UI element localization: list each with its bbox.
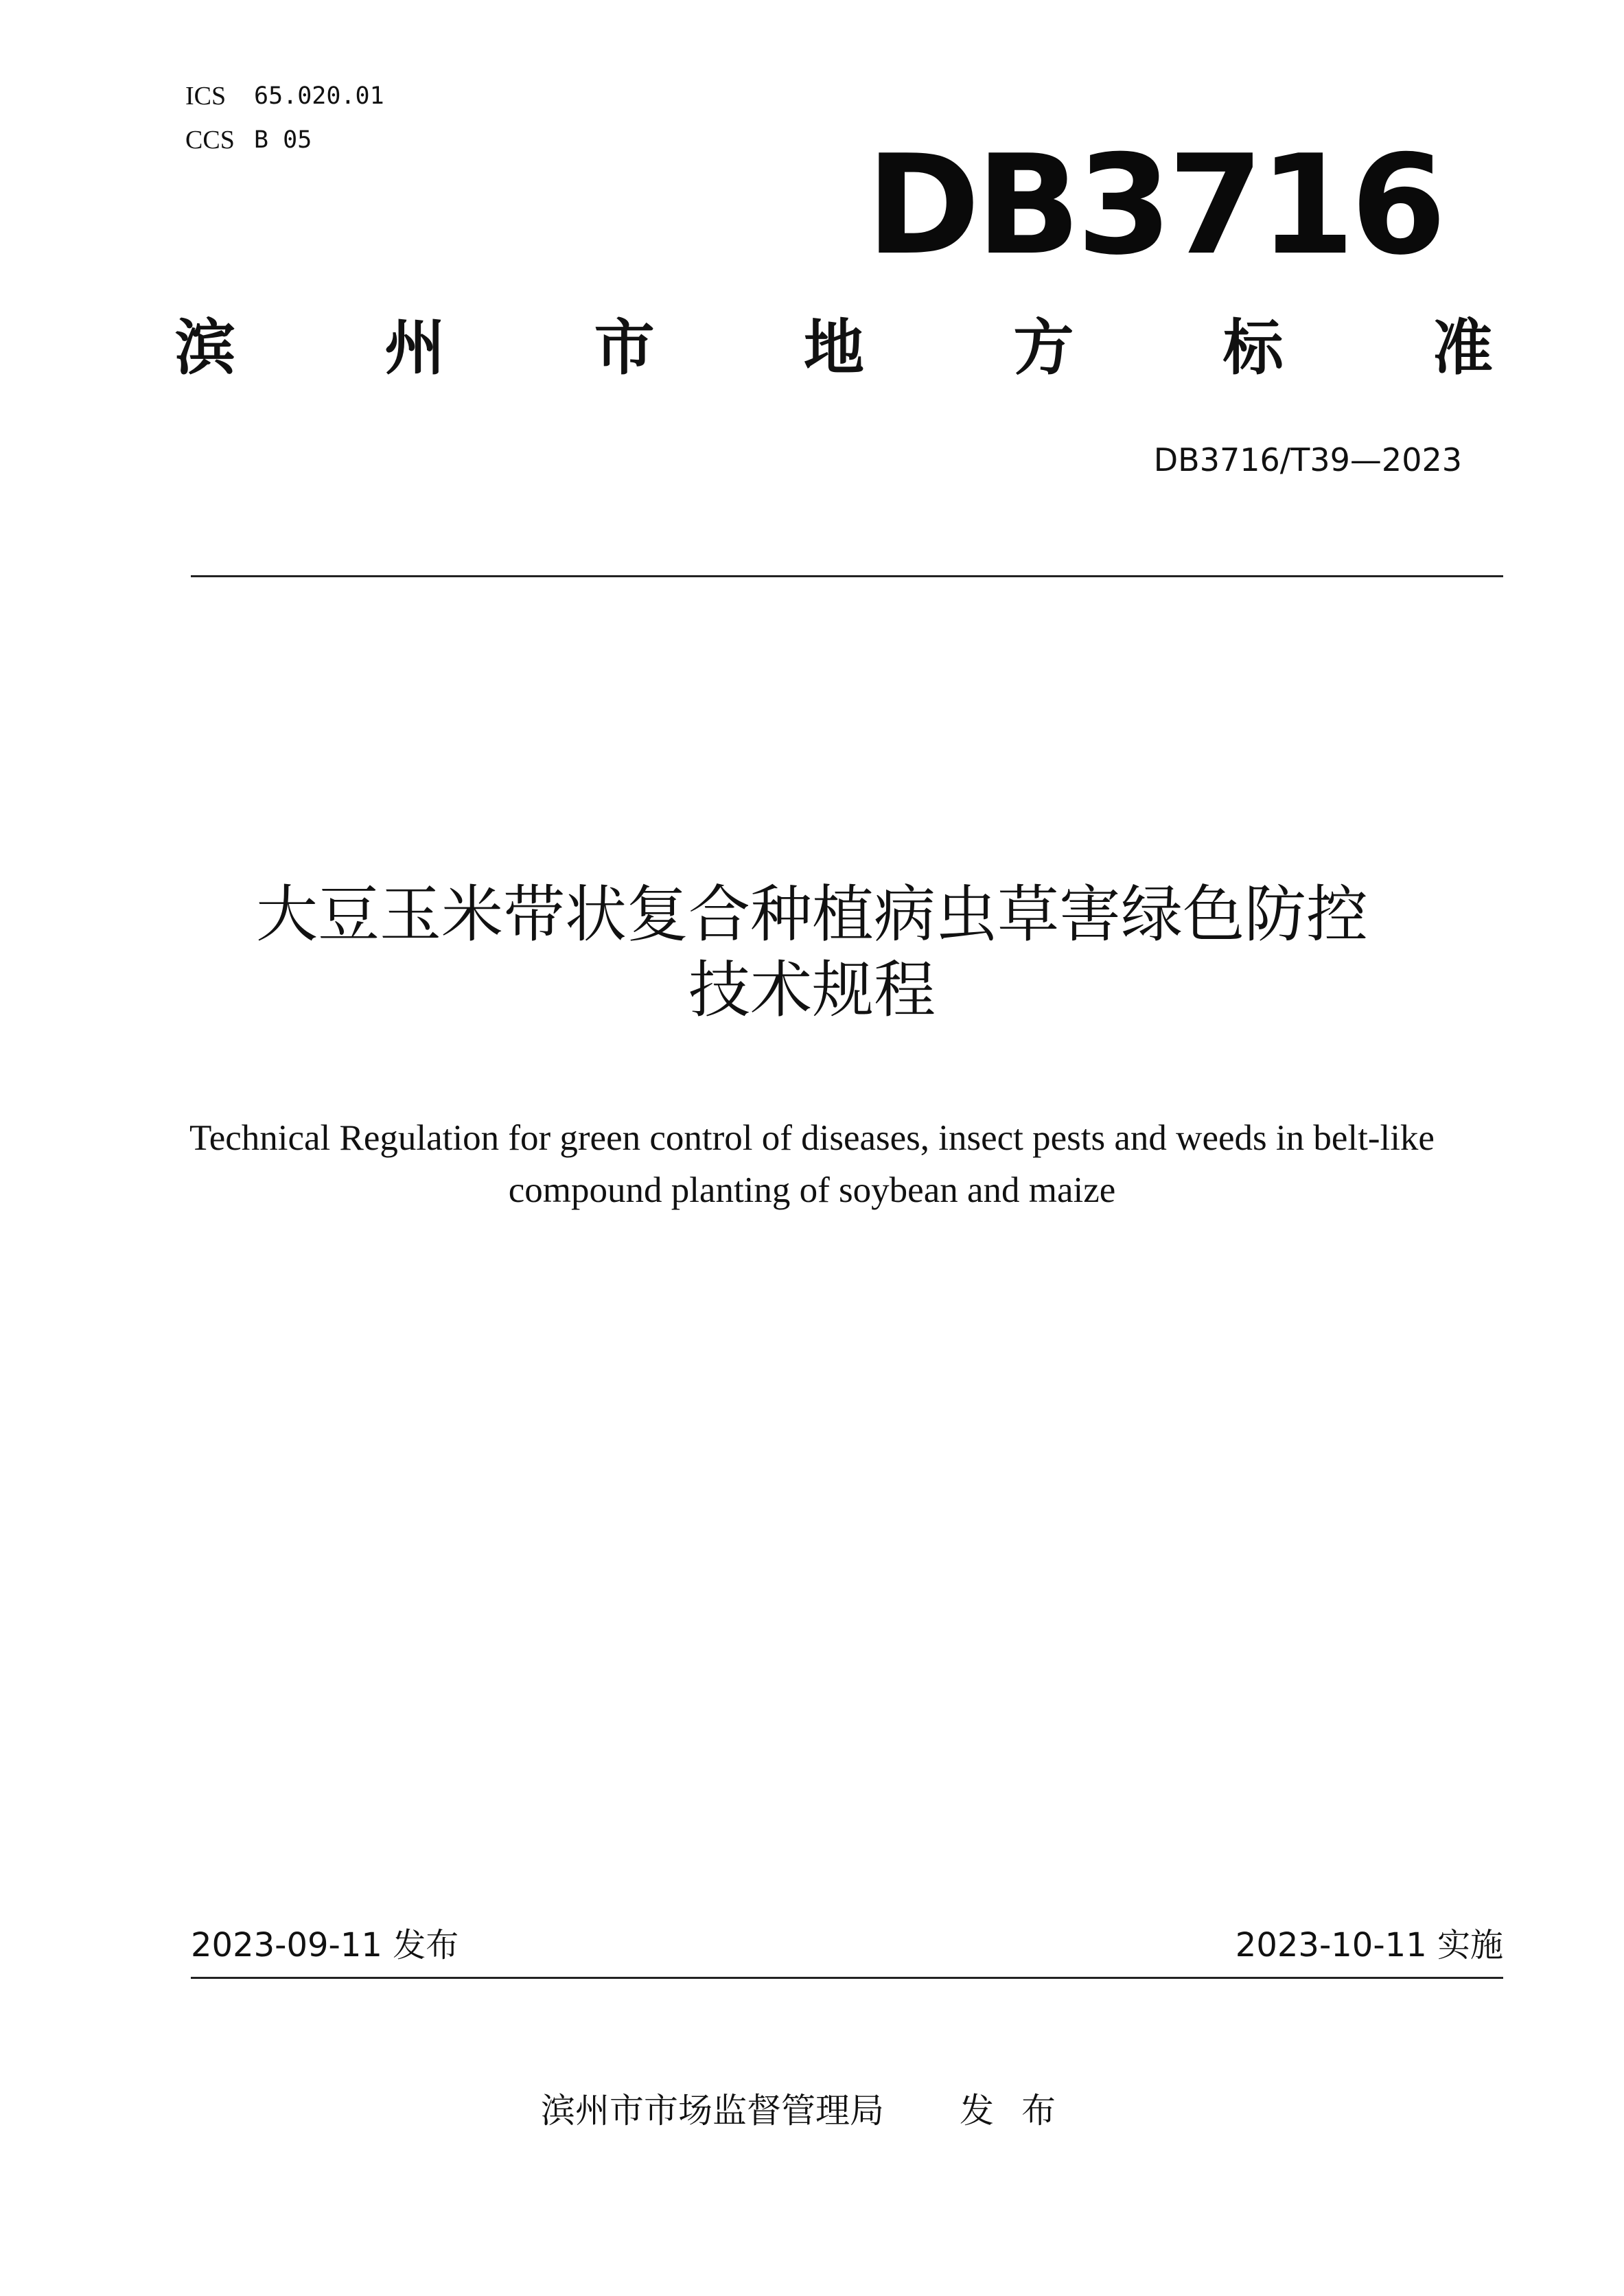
publish-date: 2023-09-11 发布 [191, 1926, 459, 1964]
standard-type [175, 310, 1493, 386]
standard-type-char: 市 [594, 312, 655, 383]
footer-divider [191, 1977, 1503, 1979]
issuer-name: 滨州市市场监督管理局 [541, 2091, 884, 2131]
document-title-cn [0, 877, 1624, 1028]
ics-row [185, 74, 384, 118]
standard-type-char: 方 [1013, 312, 1074, 383]
issuer-action: 发布 [960, 2091, 1083, 2131]
implement-date: 2023-10-11 实施 [1235, 1926, 1503, 1964]
issuer-line [0, 2087, 1624, 2135]
standard-logo: DB3716 [866, 126, 1443, 286]
ics-label: ICS [185, 82, 227, 111]
title-cn-line-1: 大豆玉米带状复合种植病虫草害绿色防控 [256, 879, 1368, 951]
ccs-label: CCS [185, 126, 235, 154]
title-en-line-1: Technical Regulation for green control of diseases, insect pests and weeds in belt-like [189, 1118, 1435, 1158]
standard-type-char: 滨 [175, 312, 236, 383]
document-title-en [0, 1112, 1624, 1216]
standard-number: DB3716/T39—2023 [1153, 441, 1462, 478]
title-en-line-2: compound planting of soybean and maize [508, 1170, 1116, 1210]
standard-type-char: 标 [1222, 312, 1284, 383]
standard-type-char: 地 [803, 312, 864, 383]
ccs-value: B 05 [254, 126, 312, 154]
title-cn-line-2: 技术规程 [688, 954, 936, 1026]
standard-type-char: 州 [384, 312, 445, 383]
standard-type-char: 准 [1432, 312, 1493, 383]
header-divider [191, 575, 1503, 577]
ccs-row [185, 118, 384, 162]
ics-value: 65.020.01 [254, 82, 384, 110]
classification-codes [185, 74, 384, 162]
